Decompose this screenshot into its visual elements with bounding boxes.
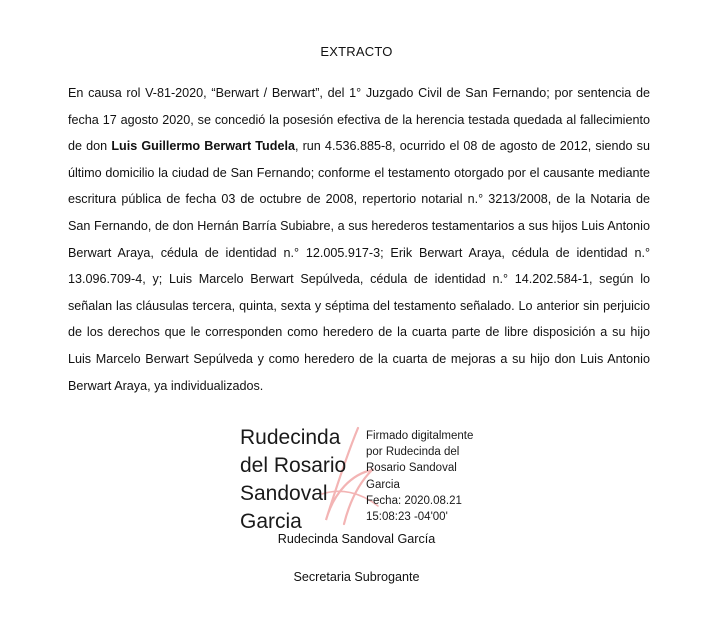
signer-name-line: Rudecinda xyxy=(240,426,341,449)
paragraph-part-2: , run 4.536.885-8, ocurrido el 08 de agosto de 2012, siendo su último domicilio la ciudad de San Fernando; conforme el testamento otorgado por el causante mediante escritura pública de fecha 03 de octubre de 2008, repertorio notarial n.° 3213/2008, de la Notaria de San Fernando, de don Hernán Barría Subiabre, a sus herederos testamentarios a sus hijos Luis Antonio Berwart Araya, cédula de identidad n.° 12.005.917-3; Erik Berwart Araya, cédula de identidad n.° 13.096.709-4, y; Luis Marcelo Berwart Sepúlveda, cédula de identidad n.° 14.202.584-1, según lo señalan las cláusulas tercera, quinta, sexta y séptima del testamento señalado. Lo anterior sin perjuicio de los derechos que le corresponden como heredero de la cuarta parte de libre disposición a su hijo Luis Marcelo Berwart Sepúlveda y como heredero de la cuarta de mejoras a su hijo don Luis Antonio Berwart Araya, ya individualizados. xyxy=(68,139,650,393)
signer-name-line: Garcia xyxy=(240,510,302,533)
document-title: EXTRACTO xyxy=(320,44,393,59)
paragraph-part-1: En causa rol V-81-2020, “Berwart / Berwart”, del 1° Juzgado Civil de San Fernando; por sentencia de fecha 17 agosto 2020, se concedió la posesión efectiva de la herencia testada quedada al fallecimiento de don xyxy=(68,86,650,154)
signer-name: Rudecinda Sandoval García xyxy=(277,532,436,546)
deceased-name: Luis Guillermo Berwart Tudela xyxy=(111,139,295,154)
signature-detail-line: Firmado digitalmente xyxy=(366,430,474,442)
signature-detail-line: Rosario Sandoval xyxy=(366,462,457,475)
signature-time: 15:08:23 -04'00' xyxy=(366,511,448,524)
signer-role: Secretaria Subrogante xyxy=(293,570,420,584)
signer-name-line: Sandoval xyxy=(240,482,328,505)
digital-signature xyxy=(238,420,498,533)
signature-date: Fecha: 2020.08.21 xyxy=(366,494,462,507)
signature-details xyxy=(366,428,473,525)
signature-detail-line: Garcia xyxy=(366,478,400,491)
extract-paragraph xyxy=(68,80,650,399)
signer-name-line: del Rosario xyxy=(240,454,347,477)
signature-detail-line: por Rudecinda del xyxy=(366,446,460,459)
signer-name-large xyxy=(240,424,346,536)
